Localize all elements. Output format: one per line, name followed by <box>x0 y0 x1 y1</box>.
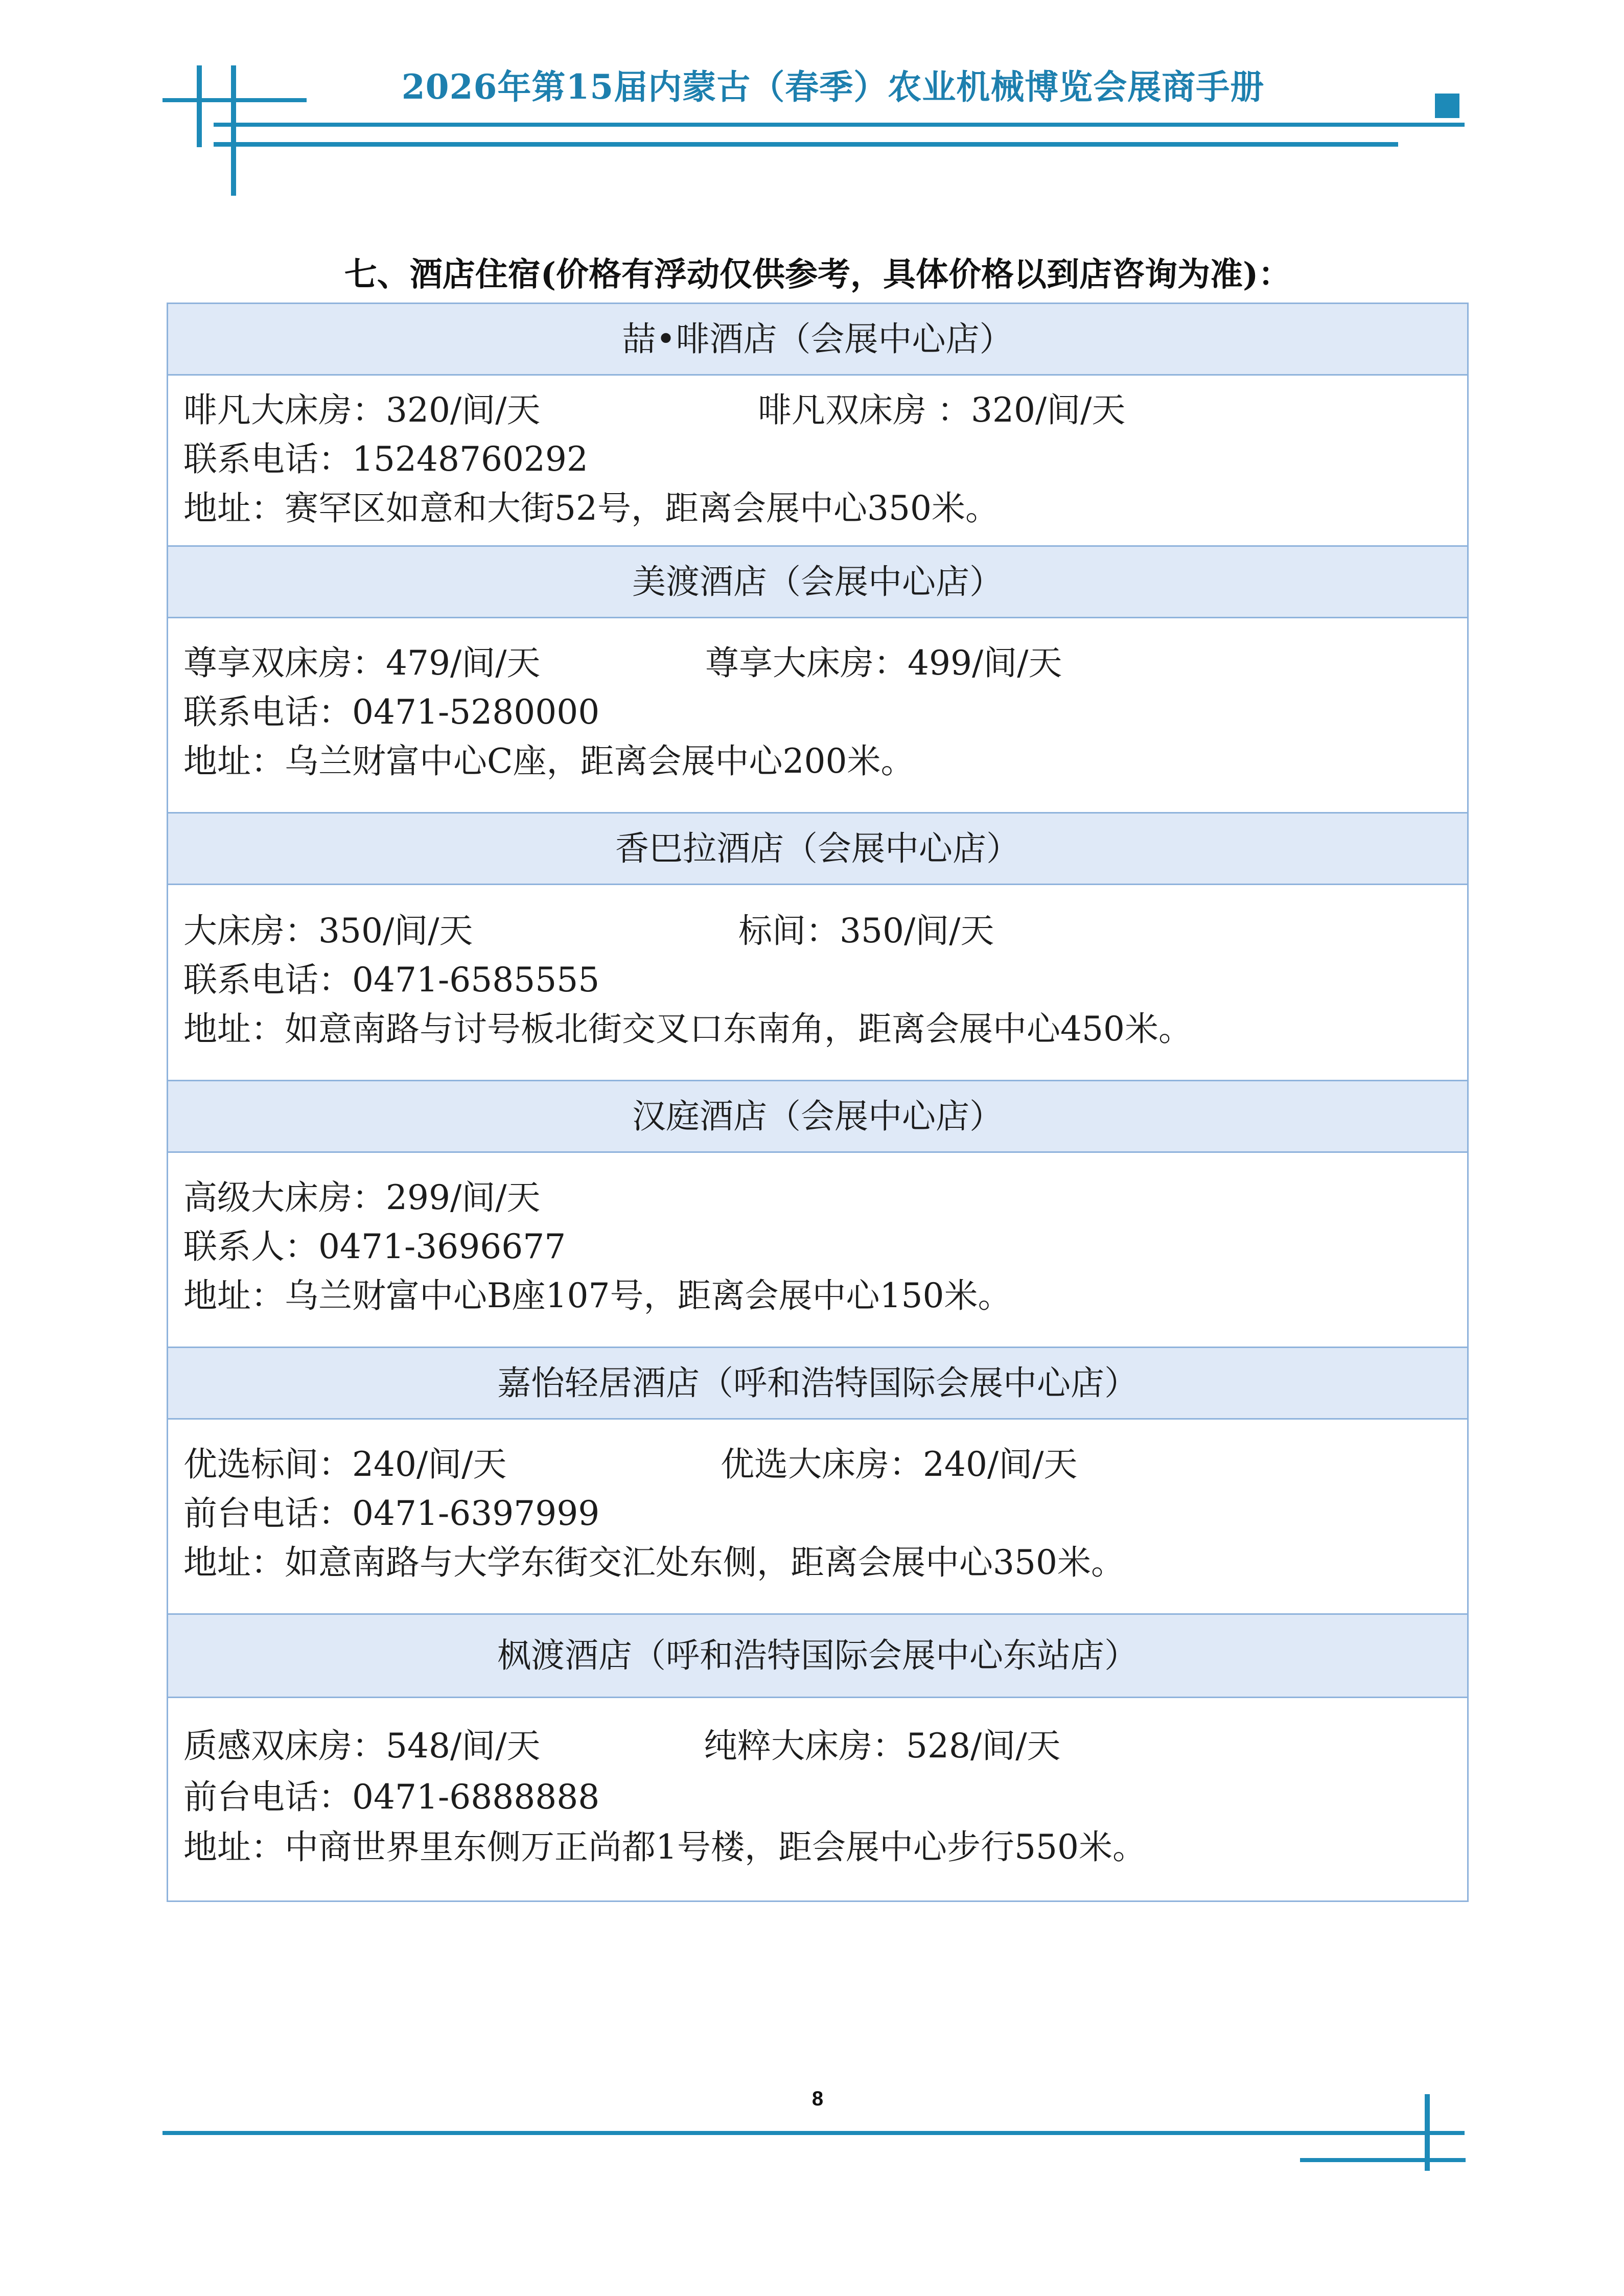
document-title: 2026年第15届内蒙古（春季）农业机械博览会展商手册 <box>401 67 1265 107</box>
hotel-name-cell: 枫渡酒店（呼和浩特国际会展中心东站店） <box>168 1615 1467 1698</box>
room-rate: 高级大床房：299/间/天 <box>183 1178 541 1217</box>
room-rate: 优选标间：240/间/天 <box>183 1445 507 1484</box>
room-rate: 质感双床房：548/间/天 <box>183 1726 541 1766</box>
header-vertical-bar-right <box>231 65 236 196</box>
hotel-details-cell <box>168 1420 1467 1615</box>
hotel-address: 地址：如意南路与大学东街交汇处东侧，距离会展中心350米。 <box>183 1543 1125 1582</box>
room-rate: 啡凡大床房：320/间/天 <box>183 390 541 430</box>
header-rule-lower <box>214 142 1398 147</box>
hotel-address: 地址：乌兰财富中心B座107号，距离会展中心150米。 <box>183 1276 1012 1315</box>
section-heading: 七、酒店住宿(价格有浮动仅供参考，具体价格以到店咨询为准)： <box>344 256 1291 294</box>
room-rate: 优选大床房：240/间/天 <box>721 1445 1078 1484</box>
contact-phone: 联系电话：15248760292 <box>183 439 588 479</box>
hotel-details-cell <box>168 376 1467 547</box>
header-rule-top <box>163 98 307 102</box>
hotel-name-cell: 香巴拉酒店（会展中心店） <box>168 814 1467 885</box>
hotel-details-cell <box>168 885 1467 1081</box>
room-rate: 纯粹大床房：528/间/天 <box>704 1726 1061 1766</box>
contact-phone: 前台电话：0471-6888888 <box>183 1777 600 1817</box>
hotel-address: 地址：如意南路与讨号板北街交叉口东南角，距离会展中心450米。 <box>183 1009 1192 1049</box>
room-rate: 大床房：350/间/天 <box>183 911 473 950</box>
hotel-address: 地址：赛罕区如意和大街52号，距离会展中心350米。 <box>183 489 999 528</box>
header-vertical-bar-left <box>197 65 202 147</box>
contact-phone: 联系人：0471-3696677 <box>183 1227 566 1266</box>
contact-phone: 联系电话：0471-6585555 <box>183 960 600 1000</box>
room-rate: 啡凡双床房 ：320/间/天 <box>758 390 1126 430</box>
header-square-marker <box>1435 94 1459 118</box>
hotel-name-cell: 嘉怡轻居酒店（呼和浩特国际会展中心店） <box>168 1348 1467 1420</box>
hotel-name-cell: 汉庭酒店（会展中心店） <box>168 1081 1467 1153</box>
hotel-name-cell: 美渡酒店（会展中心店） <box>168 547 1467 618</box>
footer-rule-main <box>163 2131 1465 2135</box>
hotel-address: 地址：中商世界里东侧万正尚都1号楼，距会展中心步行550米。 <box>183 1827 1146 1867</box>
contact-phone: 前台电话：0471-6397999 <box>183 1494 600 1533</box>
room-rate: 尊享大床房：499/间/天 <box>705 643 1062 683</box>
footer-rule-lower <box>1300 2158 1466 2162</box>
hotel-name-cell: 喆•啡酒店（会展中心店） <box>168 304 1467 376</box>
hotel-details-cell <box>168 618 1467 814</box>
contact-phone: 联系电话：0471-5280000 <box>183 692 600 732</box>
hotel-table <box>167 303 1469 1902</box>
hotel-details-cell <box>168 1153 1467 1348</box>
hotel-address: 地址：乌兰财富中心C座，距离会展中心200米。 <box>183 741 915 781</box>
room-rate: 标间：350/间/天 <box>738 911 994 950</box>
footer-vertical-bar <box>1425 2094 1430 2171</box>
header-rule-main <box>214 123 1465 127</box>
room-rate: 尊享双床房：479/间/天 <box>183 643 541 683</box>
hotel-details-cell <box>168 1698 1467 1902</box>
page-number: 8 <box>811 2088 824 2110</box>
